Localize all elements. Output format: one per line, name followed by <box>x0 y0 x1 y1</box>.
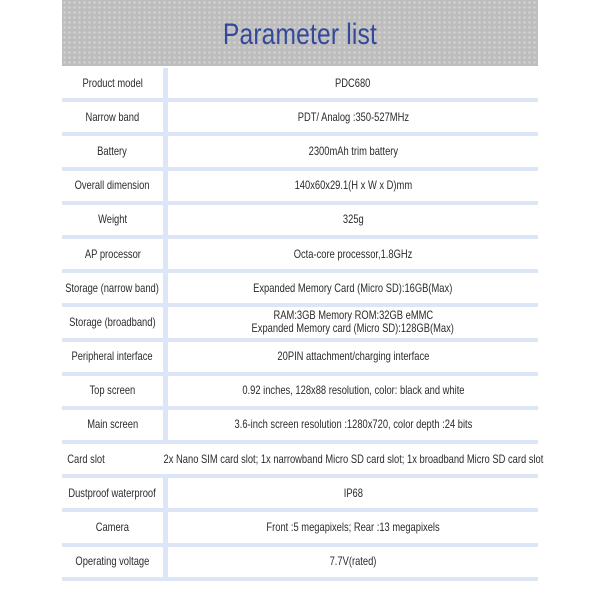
table-row <box>62 171 538 205</box>
parameter-label: Weight <box>98 212 127 227</box>
parameter-value-cell <box>168 547 538 581</box>
parameter-value: Expanded Memory card (Micro SD):128GB(Max) <box>251 321 455 336</box>
parameter-value-cell <box>168 273 538 307</box>
table-row <box>62 68 538 102</box>
parameter-label: Storage (narrow band) <box>65 280 160 295</box>
parameter-label-cell <box>62 273 163 307</box>
parameter-value-cell <box>168 102 538 136</box>
parameter-value-cell <box>168 68 538 102</box>
table-row <box>62 273 538 307</box>
parameter-label-cell <box>62 68 163 102</box>
table-row <box>62 239 538 273</box>
parameter-value-cell <box>168 205 538 239</box>
parameter-value: PDC680 <box>335 75 371 90</box>
parameter-value: 0.92 inches, 128x88 resolution, color: black and white <box>241 383 465 398</box>
parameter-label: Main screen <box>87 417 138 432</box>
parameter-label: AP processor <box>84 246 141 261</box>
parameter-value-cell <box>110 444 597 478</box>
table-row <box>62 376 538 410</box>
header-banner <box>62 0 538 66</box>
parameter-label: Overall dimension <box>75 178 150 193</box>
parameter-label-cell <box>62 444 110 478</box>
parameter-label-cell <box>62 342 163 376</box>
parameter-value: Expanded Memory Card (Micro SD):16GB(Max) <box>253 280 453 295</box>
parameter-value: 140x60x29.1(H x W x D)mm <box>294 178 412 193</box>
table-row <box>62 410 538 444</box>
parameter-label: Storage (broadband) <box>69 314 156 329</box>
parameter-value: Octa-core processor,1.8GHz <box>293 246 413 261</box>
parameter-value-cell <box>168 239 538 273</box>
parameter-value-cell <box>168 478 538 512</box>
parameter-label-cell <box>62 410 163 444</box>
page-title: Parameter list <box>222 18 378 51</box>
parameter-value: 2x Nano SIM card slot; 1x narrowband Micro SD card slot; 1x broadband Micro SD card slot <box>163 451 544 466</box>
table-row <box>62 444 544 478</box>
parameter-label: Peripheral interface <box>71 349 154 364</box>
parameter-value: 3.6-inch screen resolution :1280x720, color depth :24 bits <box>234 417 472 432</box>
parameter-label: Card slot <box>67 451 105 466</box>
parameter-label-cell <box>62 376 163 410</box>
parameter-label: Battery <box>97 143 128 158</box>
table-row <box>62 136 538 170</box>
parameter-value-cell <box>168 136 538 170</box>
parameter-value-cell <box>168 512 538 546</box>
parameter-value-cell <box>168 410 538 444</box>
parameter-value: 2300mAh trim battery <box>308 143 398 158</box>
table-row <box>62 307 538 341</box>
parameter-label-cell <box>62 512 163 546</box>
parameter-sheet <box>62 0 544 600</box>
parameter-table <box>62 68 544 581</box>
parameter-value: 7.7V(rated) <box>329 554 377 569</box>
parameter-label: Camera <box>95 520 130 535</box>
parameter-label-cell <box>62 239 163 273</box>
parameter-label-cell <box>62 478 163 512</box>
table-row <box>62 512 538 546</box>
parameter-value-cell <box>168 171 538 205</box>
parameter-label-cell <box>62 136 163 170</box>
table-row <box>62 342 538 376</box>
parameter-label-cell <box>62 171 163 205</box>
parameter-value: 20PIN attachment/charging interface <box>277 349 429 364</box>
parameter-label-cell <box>62 102 163 136</box>
parameter-label: Narrow band <box>85 109 140 124</box>
parameter-label: Operating voltage <box>75 554 150 569</box>
parameter-value: PDT/ Analog :350-527MHz <box>297 109 409 124</box>
parameter-label: Top screen <box>89 383 136 398</box>
parameter-value-cell <box>168 376 538 410</box>
table-row <box>62 478 538 512</box>
table-row <box>62 205 538 239</box>
parameter-label: Dustproof waterproof <box>68 485 157 500</box>
parameter-value: IP68 <box>343 485 363 500</box>
parameter-value: 325g <box>342 212 364 227</box>
parameter-value-cell <box>168 342 538 376</box>
parameter-label-cell <box>62 205 163 239</box>
table-row <box>62 547 538 581</box>
parameter-value: RAM:3GB Memory ROM:32GB eMMC <box>273 308 433 323</box>
parameter-value-cell <box>168 307 538 341</box>
parameter-label: Product model <box>82 75 143 90</box>
parameter-label-cell <box>62 307 163 341</box>
parameter-label-cell <box>62 547 163 581</box>
table-row <box>62 102 538 136</box>
parameter-value: Front :5 megapixels; Rear :13 megapixels <box>266 520 440 535</box>
